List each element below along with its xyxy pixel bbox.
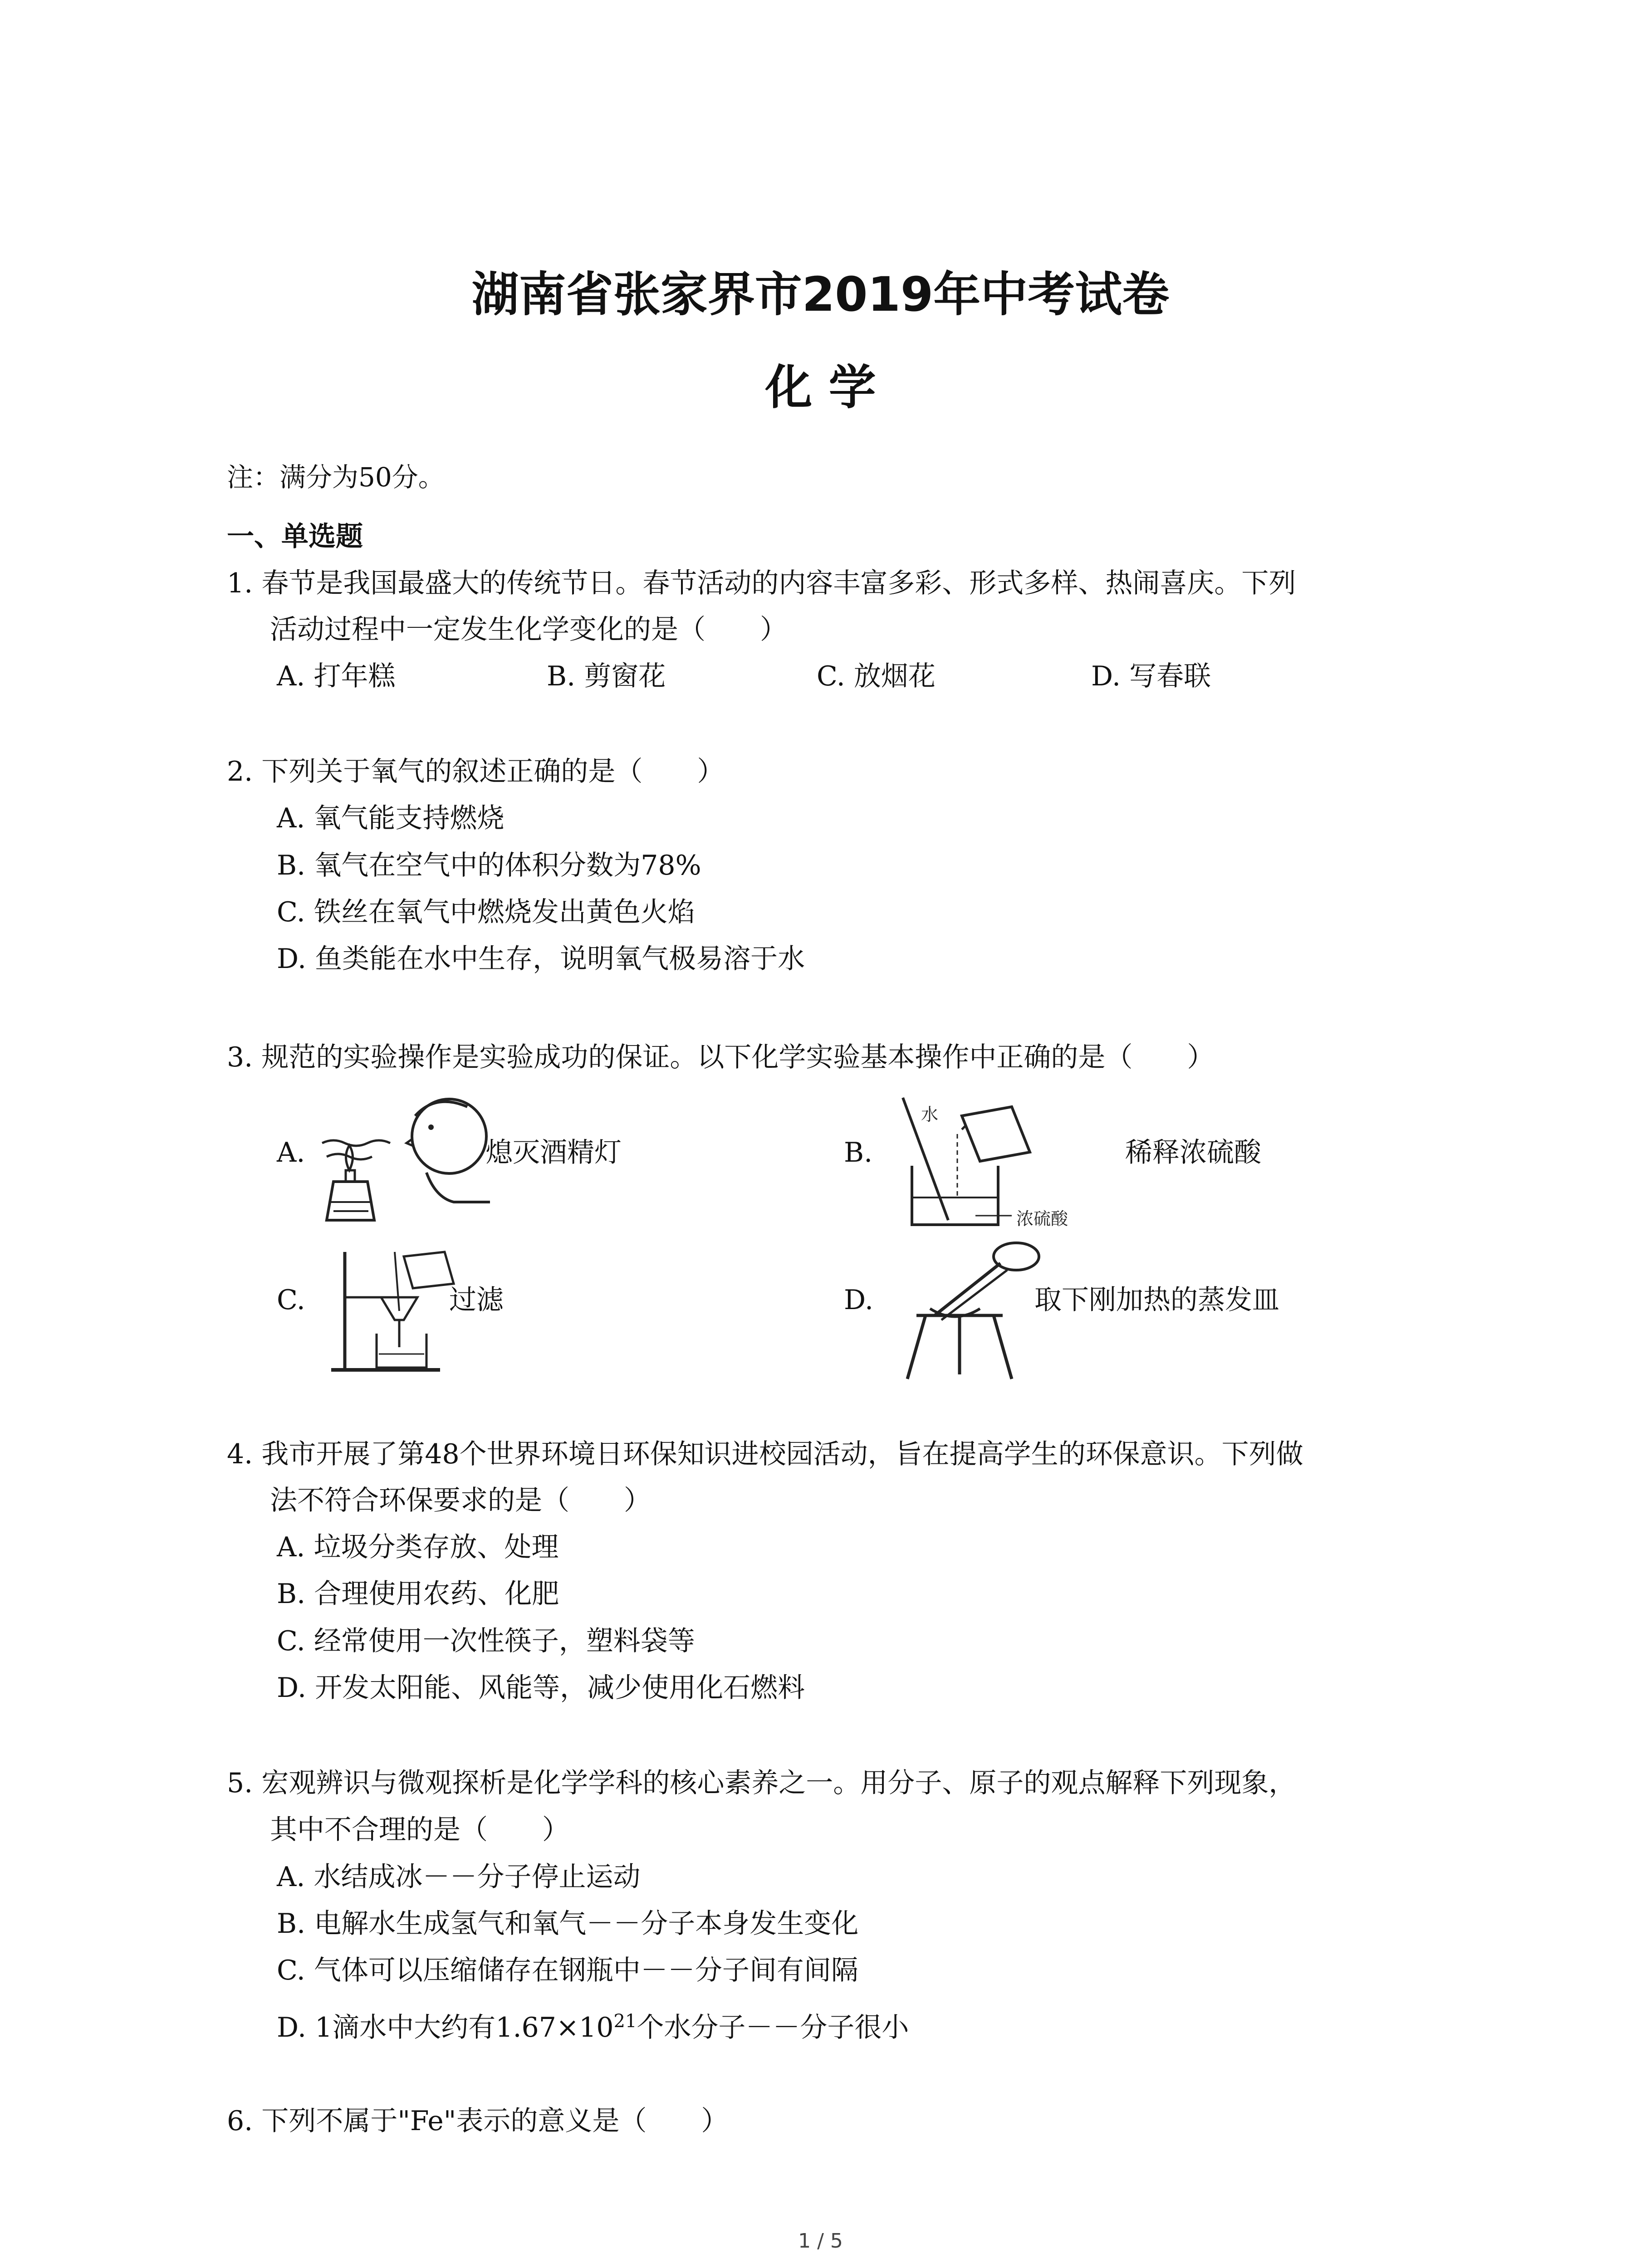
- q4-option-d: D. 开发太阳能、风能等，减少使用化石燃料: [277, 1672, 805, 1704]
- blow-out-lamp-illustration: [318, 1089, 490, 1238]
- q3-option-a-letter: A.: [277, 1137, 305, 1168]
- q5-option-b: B. 电解水生成氢气和氧气－－分子本身发生变化: [277, 1908, 859, 1940]
- q3-option-d-figure: [898, 1238, 1053, 1383]
- q1-stem-line2: 活动过程中一定发生化学变化的是（ ）: [270, 614, 787, 645]
- q5-stem-line2: 其中不合理的是（ ）: [270, 1814, 569, 1846]
- subject-title: 化 学: [765, 360, 876, 415]
- tongs-evaporating-dish-illustration: [898, 1238, 1053, 1383]
- q3-option-a-figure: [318, 1089, 490, 1238]
- q5-option-d-prefix: D. 1滴水中大约有1.67×10: [277, 2012, 614, 2043]
- q3-option-d-letter: D.: [844, 1284, 874, 1316]
- q5-option-d: [277, 2005, 909, 2044]
- q1-option-b: B. 剪窗花: [547, 660, 666, 692]
- q2-option-c: C. 铁丝在氧气中燃烧发出黄色火焰: [277, 896, 695, 928]
- q1-option-d: D. 写春联: [1091, 660, 1211, 692]
- q6-stem: 6. 下列不属于"Fe"表示的意义是（ ）: [227, 2105, 729, 2137]
- q4-option-a: A. 垃圾分类存放、处理: [277, 1531, 559, 1563]
- q3-option-c-caption: 过滤: [449, 1284, 504, 1316]
- q3-option-a-caption: 熄灭酒精灯: [485, 1137, 622, 1168]
- q3-option-b-letter: B.: [844, 1137, 873, 1168]
- q3-option-c-letter: C.: [277, 1284, 305, 1316]
- q1-option-a: A. 打年糕: [277, 660, 396, 692]
- water-label: 水: [921, 1105, 939, 1124]
- note: 注：满分为50分。: [227, 462, 445, 493]
- q4-option-c: C. 经常使用一次性筷子，塑料袋等: [277, 1625, 695, 1657]
- exam-title: 湖南省张家界市2019年中考试卷: [471, 267, 1170, 322]
- q4-option-b: B. 合理使用农药、化肥: [277, 1578, 559, 1610]
- q3-stem: 3. 规范的实验操作是实验成功的保证。以下化学实验基本操作中正确的是（ ）: [227, 1041, 1215, 1073]
- q5-stem-line1: 5. 宏观辨识与微观探析是化学学科的核心素养之一。用分子、原子的观点解释下列现象，: [227, 1767, 1296, 1799]
- q5-option-d-suffix: 个水分子－－分子很小: [637, 2012, 909, 2043]
- q1-option-c: C. 放烟花: [817, 660, 936, 692]
- q2-option-a: A. 氧气能支持燃烧: [277, 802, 505, 834]
- q5-option-d-exponent: 21: [613, 2011, 637, 2032]
- q2-option-d: D. 鱼类能在水中生存，说明氧气极易溶于水: [277, 943, 805, 975]
- page-number: 1 / 5: [798, 2229, 843, 2253]
- q5-option-a: A. 水结成冰－－分子停止运动: [277, 1861, 641, 1893]
- q5-option-c: C. 气体可以压缩储存在钢瓶中－－分子间有间隔: [277, 1955, 858, 1986]
- q2-option-b: B. 氧气在空气中的体积分数为78%: [277, 850, 701, 881]
- q1-stem-line1: 1. 春节是我国最盛大的传统节日。春节活动的内容丰富多彩、形式多样、热闹喜庆。下列: [227, 567, 1296, 599]
- q3-option-b-caption: 稀释浓硫酸: [1125, 1137, 1261, 1168]
- q4-stem-line1: 4. 我市开展了第48个世界环境日环保知识进校园活动，旨在提高学生的环保意识。下列做: [227, 1438, 1303, 1470]
- dilute-acid-illustration: [894, 1089, 1102, 1238]
- q4-stem-line2: 法不符合环保要求的是（ ）: [270, 1485, 651, 1516]
- section-heading: 一、单选题: [227, 521, 363, 552]
- q3-option-d-caption: 取下刚加热的蒸发皿: [1034, 1284, 1279, 1316]
- acid-label: 浓硫酸: [1016, 1209, 1068, 1229]
- q3-option-b-figure: [894, 1089, 1102, 1238]
- q2-stem: 2. 下列关于氧气的叙述正确的是（ ）: [227, 756, 725, 787]
